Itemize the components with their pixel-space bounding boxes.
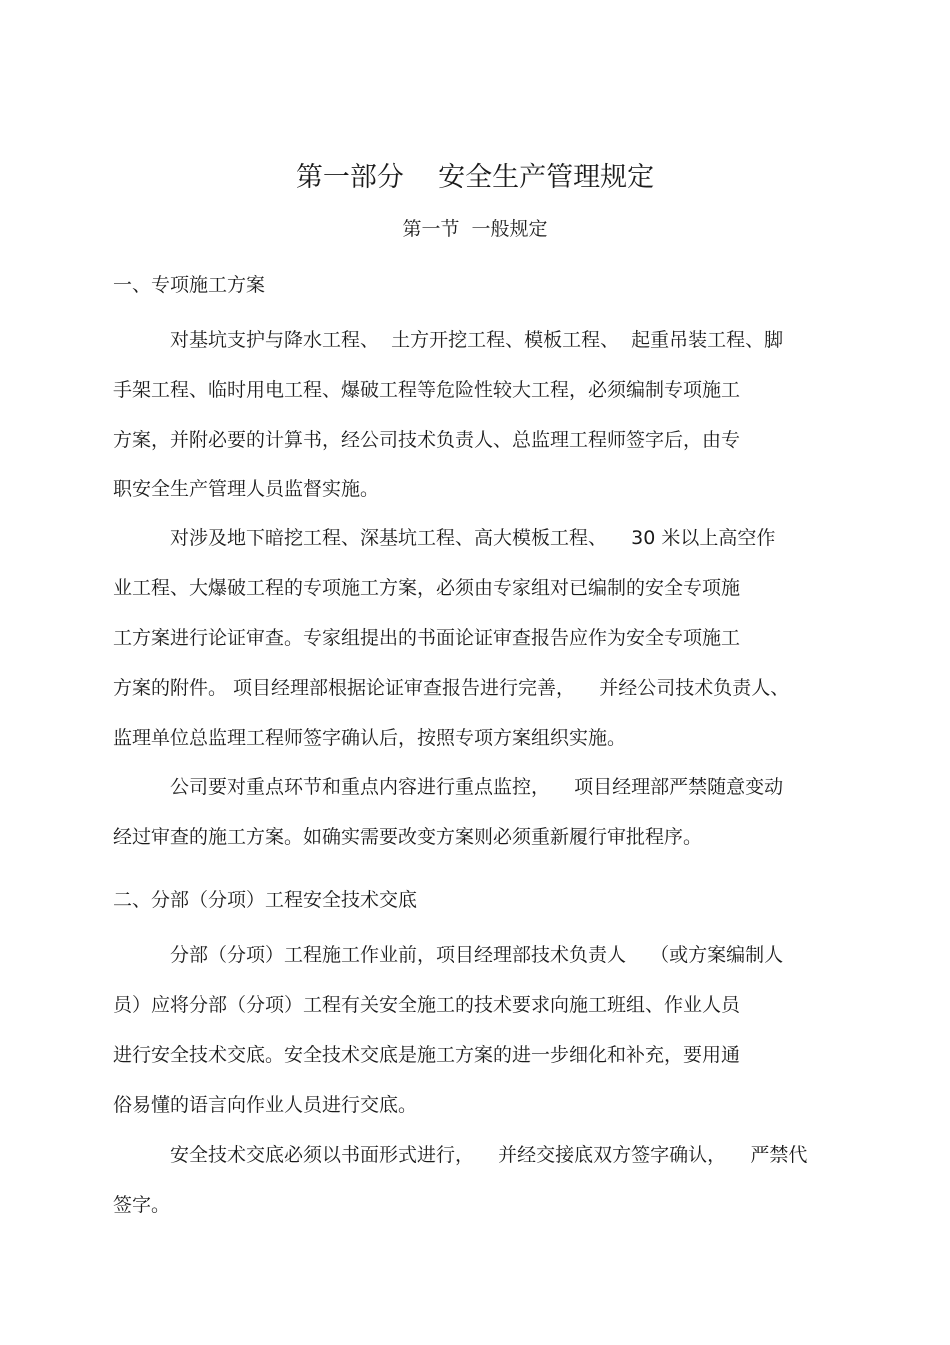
part-title: 第一部分 安全生产管理规定: [295, 162, 655, 193]
paragraph-line: 安全技术交底必须以书面形式进行， 并经交接底双方签字确认， 严禁代: [170, 1144, 808, 1166]
paragraph-line: 方案的附件。 项目经理部根据论证审查报告进行完善， 并经公司技术负责人、: [113, 677, 790, 699]
paragraph-line: 对基坑支护与降水工程、 土方开挖工程、模板工程、 起重吊装工程、脚: [170, 329, 784, 351]
paragraph-line: 对涉及地下暗挖工程、深基坑工程、高大模板工程、 30 米以上高空作: [170, 527, 776, 549]
paragraph-line: 手架工程、临时用电工程、爆破工程等危险性较大工程，必须编制专项施工: [113, 379, 741, 401]
paragraph-line: 分部（分项）工程施工作业前，项目经理部技术负责人 （或方案编制人: [170, 944, 784, 966]
paragraph-line: 进行安全技术交底。安全技术交底是施工方案的进一步细化和补充，要用通: [113, 1044, 741, 1066]
paragraph-line: 业工程、大爆破工程的专项施工方案，必须由专家组对已编制的安全专项施: [113, 577, 741, 599]
paragraph-line: 俗易懂的语言向作业人员进行交底。: [113, 1094, 418, 1116]
paragraph-line: 员）应将分部（分项）工程有关安全施工的技术要求向施工班组、作业人员: [113, 994, 741, 1016]
heading-technical-briefing: 二、分部（分项）工程安全技术交底: [113, 889, 418, 911]
paragraph-line: 监理单位总监理工程师签字确认后，按照专项方案组织实施。: [113, 727, 627, 749]
paragraph-line: 职安全生产管理人员监督实施。: [113, 478, 380, 500]
paragraph-line: 工方案进行论证审查。专家组提出的书面论证审查报告应作为安全专项施工: [113, 627, 741, 649]
paragraph-line: 方案，并附必要的计算书，经公司技术负责人、总监理工程师签字后，由专: [113, 429, 741, 451]
paragraph-line: 签字。: [113, 1194, 171, 1216]
paragraph-line: 公司要对重点环节和重点内容进行重点监控， 项目经理部严禁随意变动: [170, 776, 784, 798]
heading-special-plan: 一、专项施工方案: [113, 274, 266, 296]
paragraph-line: 经过审查的施工方案。如确实需要改变方案则必须重新履行审批程序。: [113, 826, 703, 848]
section-title: 第一节 一般规定: [402, 218, 548, 240]
